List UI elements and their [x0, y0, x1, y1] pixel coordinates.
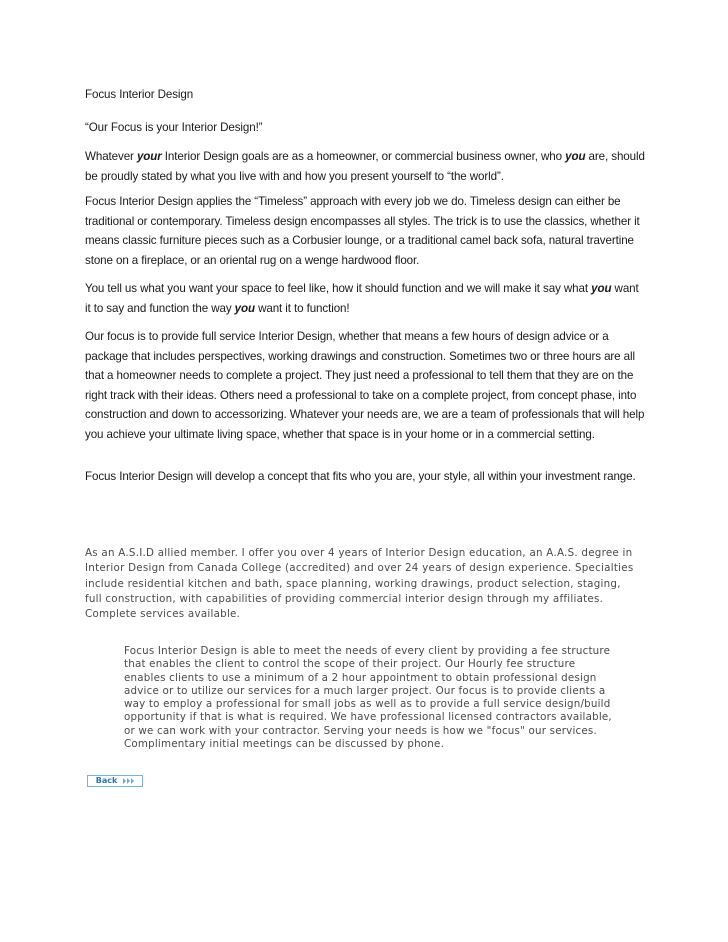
p3-text: want it to say and function the way [85, 282, 639, 315]
paragraph-fee-structure: Focus Interior Design is able to meet the needs of every client by providing a fee structure that enables the client to control the scope of their project. Our Hourly fee structure enables clients to use a minimum of a 2 hour appointment to obtain professional design advice or to utilize our services for a much larger project. Our focus is to provide clients a way to employ a professional for small jobs as well as to provide a full service design/build opportunity if that is what is required. We have professional licensed contractors available, or we can work with your contractor. Serving your needs is how we "focus" our services. Complimentary initial meetings can be discussed by phone. [124, 645, 612, 751]
tagline: “Our Focus is your Interior Design!” [85, 121, 263, 134]
p3-emphasis-you: you [234, 301, 255, 315]
p1-text: are, should be proudly stated by what you live with and how you present yourself to “the world”. [85, 150, 645, 183]
p1-emphasis-your: your [136, 150, 162, 163]
p1-text: Whatever [85, 150, 137, 163]
paragraph-tell-us [85, 279, 645, 318]
back-button-label: Back [95, 776, 118, 785]
paragraph-timeless: Focus Interior Design applies the “Timeless” approach with every job we do. Timeless design can either be traditional or contemporary. Timeless design encompasses all styles. The trick is to use the classics, whether it means classic furniture pieces such as a Corbusier lounge, or a traditional camel back sofa, natural travertine stone on a fireplace, or an oriental rug on a wenge hardwood floor. [85, 195, 640, 267]
document-heading: Focus Interior Design [85, 88, 194, 101]
paragraph-goals [85, 147, 645, 186]
p3-emphasis-you: you [591, 282, 612, 295]
p3-text: You tell us what you want your space to feel like, how it should function and we will make it say what [85, 282, 592, 295]
p1-text: Interior Design goals are as a homeowner, or commercial business owner, who [161, 150, 566, 163]
paragraph-concept: Focus Interior Design will develop a concept that fits who you are, your style, all within your investment range. [85, 470, 636, 483]
p3-text: want it to function! [254, 301, 350, 315]
paragraph-asid-credentials: As an A.S.I.D allied member. I offer you over 4 years of Interior Design education, an A.A.S. degree in Interior Design from Canada College (accredited) and over 24 years of design experience. Specialties include residential kitchen and bath, space planning, working drawings, product selection, staging, full construction, with capabilities of providing commercial interior design through my affiliates. Complete services available. [85, 547, 634, 621]
paragraph-full-service: Our focus is to provide full service Interior Design, whether that means a few hours of design advice or a package that includes perspectives, working drawings and construction. Sometimes two or three hours are all that a homeowner needs to complete a project. They just need a professional to tell them that they are on the right track with their ideas. Others need a professional to take on a complete project, from concept phase, into construction and down to accessorizing. Whatever your needs are, we are a team of professionals that will help you achieve your ultimate living space, whether that space is in your home or in a commercial setting. [85, 330, 645, 441]
p1-emphasis-you: you [565, 150, 586, 163]
back-button[interactable] [87, 775, 143, 787]
double-chevron-right-icon [123, 778, 134, 784]
